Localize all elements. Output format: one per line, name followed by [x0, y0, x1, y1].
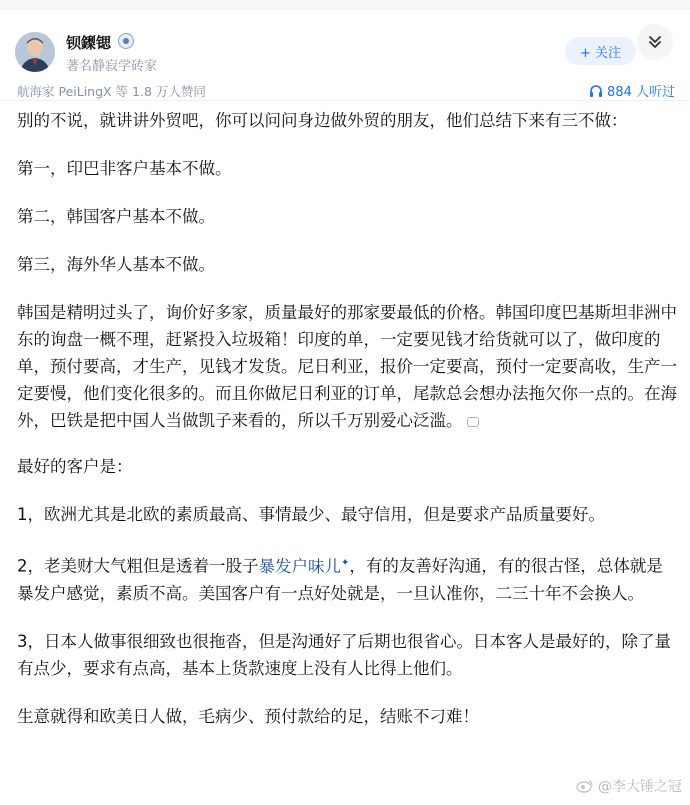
paragraph-best-clients: 最好的客户是： [17, 457, 133, 476]
paragraph-rule-2: 第二，韩国客户基本不做。 [17, 207, 215, 226]
listen-button[interactable] [589, 81, 675, 100]
paragraph-america [17, 549, 677, 607]
watermark-text: @李大锤之冠 [598, 779, 682, 795]
upvote-summary: 航海家 PeiLingX 等 1.8 万人赞同 [17, 84, 206, 99]
headphones-icon [589, 84, 603, 98]
answer-content [17, 107, 677, 751]
paragraph-rule-3: 第三，海外华人基本不做。 [17, 255, 215, 274]
listen-count: 884 人听过 [607, 85, 675, 100]
paragraph-details-text: 韩国是精明过头了，询价好多家，质量最好的那家要最低的价格。韩国印度巴基斯坦非洲中东的询盘一概不理，赶紧投入垃圾箱！印度的单，一定要见钱才给货就可以了，做印度的单，预付要高，才生产，见钱才发货。尼日利亚，报价一定要高，预付一定要高收，生产一定要慢，他们变化很多的。而且你做尼日利亚的订单，尾款总会想办法拖欠你一点的。在海外，巴铁是把中国人当做凯子来看的，所以千万别爱心泛滥。 [17, 303, 677, 430]
answer-header [0, 22, 690, 78]
answer-meta [0, 80, 690, 100]
paragraph-america-post: ，有的友善好沟通，有的很古怪，总体就是暴发户感觉，素质不高。美国客户有一点好处就是，一旦认准你，二三十年不会换人。 [17, 556, 663, 603]
avatar[interactable] [15, 32, 55, 72]
paragraph-japan: 3，日本人做事很细致也很拖沓，但是沟通好了后期也很省心。日本客人是最好的，除了量有点少，要求有点高，基本上货款速度上没有人比得上他们。 [17, 631, 671, 678]
divider [0, 100, 690, 101]
verified-badge-icon [118, 33, 134, 49]
comment-icon[interactable] [467, 417, 479, 427]
paragraph-europe: 1，欧洲尤其是北欧的素质最高、事情最少、最守信用，但是要求产品质量要好。 [17, 505, 605, 524]
follow-button-label: + 关注 [579, 45, 622, 61]
paragraph-intro: 别的不说，就讲讲外贸吧，你可以问问身边做外贸的朋友，他们总结下来有三不做： [17, 111, 628, 130]
chevron-double-down-icon [647, 34, 663, 50]
watermark [576, 776, 682, 796]
follow-button[interactable] [565, 37, 636, 65]
collapse-button[interactable] [637, 24, 673, 60]
paragraph-rule-1: 第一，印巴非客户基本不做。 [17, 159, 232, 178]
avatar-image [15, 32, 55, 72]
keyword-link[interactable] [259, 557, 350, 576]
paragraph-details [17, 299, 677, 434]
paragraph-conclusion: 生意就得和欧美日人做，毛病少、预付款给的足，结账不刁难！ [17, 706, 479, 726]
weibo-logo-icon [576, 779, 594, 793]
author-name[interactable]: 钡鏫锶 [66, 34, 112, 52]
keyword-link-text: 暴发户味儿 [258, 556, 341, 576]
paragraph-america-pre: 2，老美财大气粗但是透着一股子 [17, 556, 259, 576]
top-bar [0, 0, 690, 10]
search-sparkle-icon: ✦ [341, 557, 350, 568]
author-description: 著名静寂学砖家 [66, 59, 158, 74]
